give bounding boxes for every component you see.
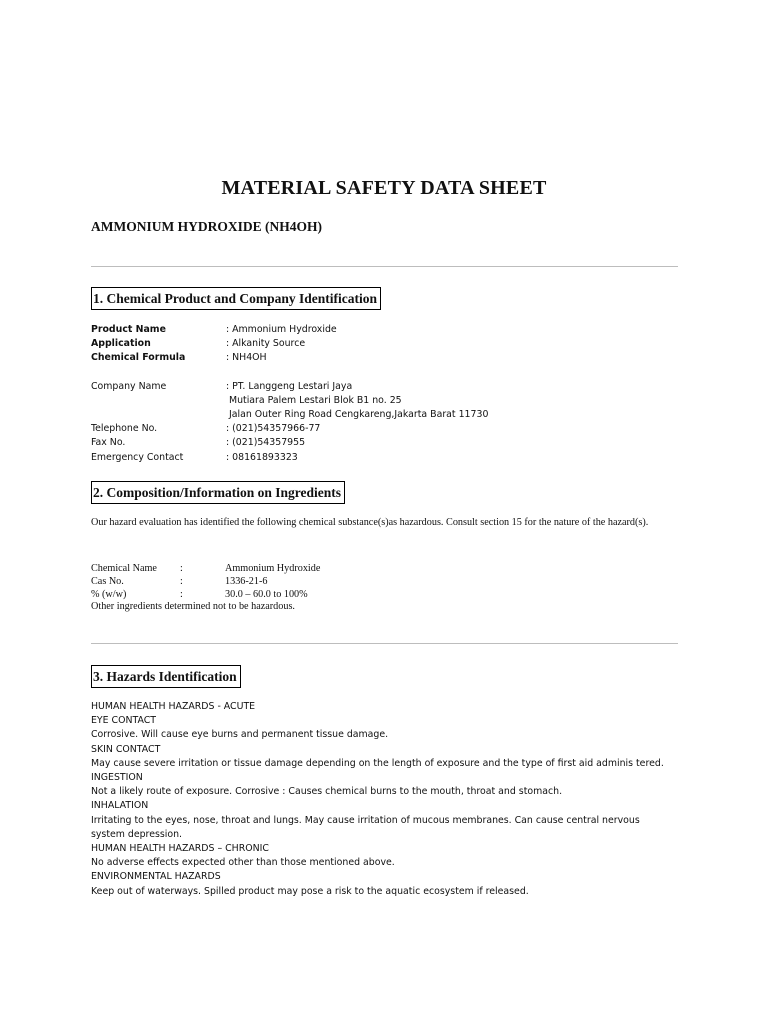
percent-sep: : — [180, 588, 183, 600]
emergency-contact-value: : 08161893323 — [226, 451, 298, 463]
other-ingredients-note: Other ingredients determined not to be hazardous. — [91, 601, 295, 613]
eye-contact-text: Corrosive. Will cause eye burns and permanent tissue damage. — [91, 729, 389, 741]
skin-contact-heading: SKIN CONTACT — [91, 743, 161, 755]
document-subtitle: AMMONIUM HYDROXIDE (NH4OH) — [91, 219, 322, 234]
ingestion-text: Not a likely route of exposure. Corrosive : Causes chemical burns to the mouth, throat and stomach. — [91, 786, 563, 798]
cas-label: Cas No. — [91, 575, 124, 587]
chronic-hazards-text: No adverse effects expected other than those mentioned above. — [91, 857, 395, 869]
emergency-contact-label: Emergency Contact — [91, 451, 184, 463]
composition-table — [91, 563, 320, 614]
address-line-1: Mutiara Palem Lestari Blok B1 no. 25 — [229, 394, 402, 406]
telephone-value: : (021)54357966-77 — [226, 423, 321, 435]
hazards-block — [91, 700, 671, 899]
product-name-value: : Ammonium Hydroxide — [226, 324, 337, 335]
application-label: Application — [91, 338, 151, 350]
environmental-hazards-heading: ENVIRONMENTAL HAZARDS — [91, 871, 221, 883]
chemical-name-label: Chemical Name — [91, 563, 157, 574]
company-name-label: Company Name — [91, 380, 167, 392]
divider-2 — [91, 643, 678, 644]
fax-value: : (021)54357955 — [226, 437, 306, 449]
skin-contact-text: May cause severe irritation or tissue damage depending on the length of exposure and the type of first aid adminis tered. — [91, 757, 664, 769]
environmental-hazards-text: Keep out of waterways. Spilled product may pose a risk to the aquatic ecosystem if released. — [91, 885, 529, 897]
cas-value: 1336-21-6 — [225, 575, 268, 587]
chronic-hazards-heading: HUMAN HEALTH HAZARDS – CHRONIC — [91, 843, 269, 855]
address-line-2: Jalan Outer Ring Road Cengkareng,Jakarta Barat 11730 — [229, 409, 489, 421]
percent-value: 30.0 – 60.0 to 100% — [225, 588, 308, 600]
section-3-heading: 3. Hazards Identification — [91, 665, 241, 688]
company-name-value: : PT. Langgeng Lestari Jaya — [226, 380, 353, 392]
percent-label: % (w/w) — [91, 588, 127, 600]
application-value: : Alkanity Source — [226, 338, 306, 350]
composition-intro: Our hazard evaluation has identified the following chemical substance(s)as hazardous. Consult section 15 for the nature of the hazard(s). — [91, 517, 649, 528]
chemical-formula-value: : NH4OH — [226, 352, 267, 364]
chemical-formula-label: Chemical Formula — [91, 352, 186, 364]
eye-contact-heading: EYE CONTACT — [91, 715, 157, 727]
telephone-label: Telephone No. — [91, 423, 158, 435]
inhalation-heading: INHALATION — [91, 800, 149, 812]
section-1-heading: 1. Chemical Product and Company Identification — [91, 287, 381, 310]
chemical-name-value: Ammonium Hydroxide — [225, 563, 321, 574]
chemical-name-sep: : — [180, 563, 183, 574]
fax-label: Fax No. — [91, 437, 126, 449]
inhalation-text: Irritating to the eyes, nose, throat and lungs. May cause irritation of mucous membranes. Can cause central nervous system depression. — [91, 814, 640, 840]
acute-hazards-heading: HUMAN HEALTH HAZARDS - ACUTE — [91, 701, 256, 712]
cas-sep: : — [180, 575, 183, 587]
divider-1 — [91, 266, 678, 267]
ingestion-heading: INGESTION — [91, 772, 143, 784]
product-name-label: Product Name — [91, 324, 166, 335]
section-2-heading: 2. Composition/Information on Ingredients — [91, 481, 345, 504]
product-info-block — [91, 323, 488, 465]
document-title: MATERIAL SAFETY DATA SHEET — [221, 177, 547, 199]
